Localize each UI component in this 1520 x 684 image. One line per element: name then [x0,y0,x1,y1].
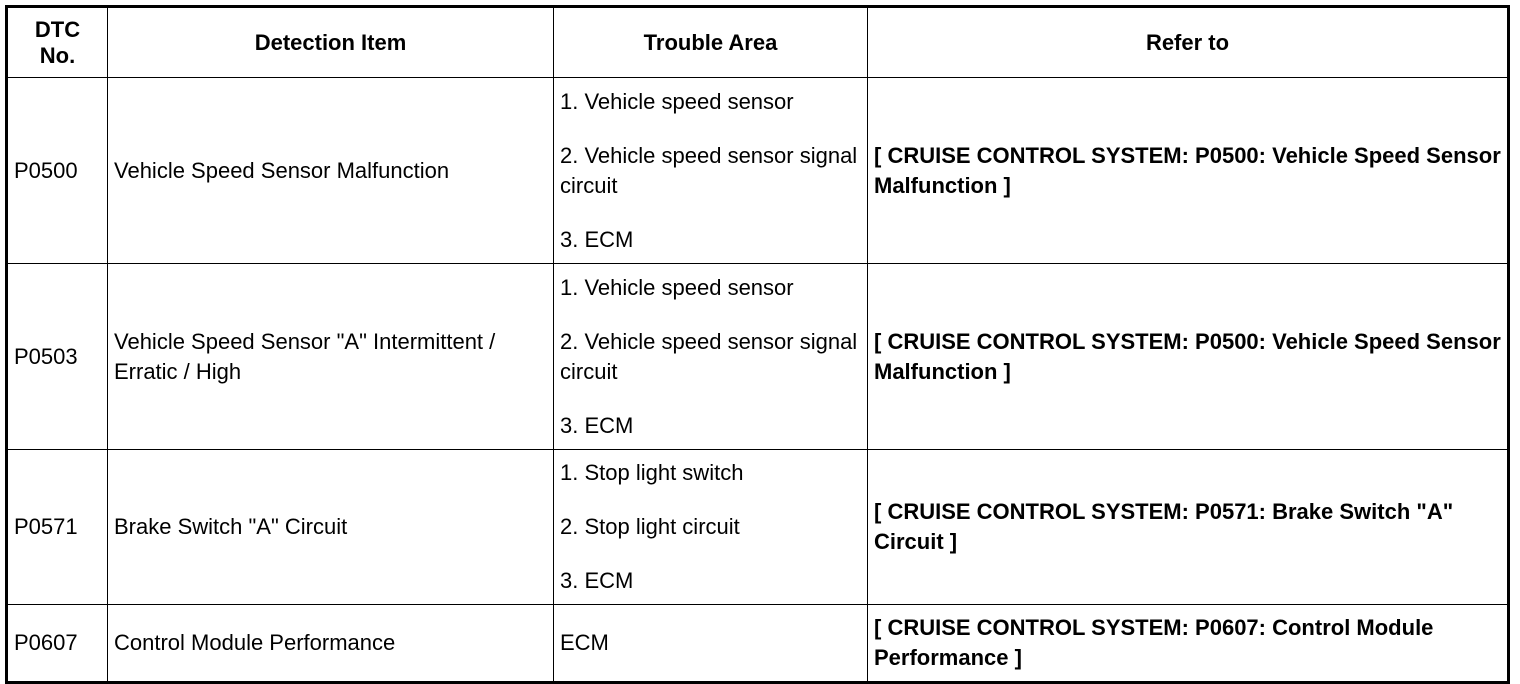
trouble-item: 2. Vehicle speed sensor signal circuit [560,142,858,198]
header-dtc-no [7,7,108,78]
trouble-item: 3. ECM [560,568,634,593]
refer-link[interactable]: [ CRUISE CONTROL SYSTEM: P0571: Brake Switch "A" Circuit ] [868,450,1509,605]
refer-link[interactable]: [ CRUISE CONTROL SYSTEM: P0607: Control Module Performance ] [868,605,1509,683]
dtc-code: P0500 [7,78,108,264]
trouble-area [554,450,868,605]
trouble-area [554,605,868,683]
trouble-item: ECM [560,630,609,655]
detection-item: Vehicle Speed Sensor "A" Intermittent / Erratic / High [108,264,554,450]
trouble-item: 3. ECM [560,226,634,252]
detection-item: Control Module Performance [108,605,554,683]
trouble-area [554,78,868,264]
header-row [7,7,1509,78]
header-detection-item: Detection Item [108,7,554,78]
table-row [7,450,1509,605]
table-row [7,605,1509,683]
trouble-item: 1. Vehicle speed sensor [560,88,794,114]
trouble-item: 1. Stop light switch [560,460,744,485]
trouble-item: 3. ECM [560,412,634,438]
dtc-code: P0503 [7,264,108,450]
header-dtc-line1: DTC [34,16,81,42]
table-row [7,264,1509,450]
dtc-code: P0607 [7,605,108,683]
refer-link[interactable]: [ CRUISE CONTROL SYSTEM: P0500: Vehicle Speed Sensor Malfunction ] [868,78,1509,264]
detection-item: Vehicle Speed Sensor Malfunction [108,78,554,264]
trouble-item: 2. Stop light circuit [560,514,740,539]
trouble-item: 1. Vehicle speed sensor [560,274,794,300]
header-trouble-area: Trouble Area [554,7,868,78]
table-row [7,78,1509,264]
header-dtc-line2: No. [39,42,76,68]
refer-link[interactable]: [ CRUISE CONTROL SYSTEM: P0500: Vehicle Speed Sensor Malfunction ] [868,264,1509,450]
trouble-area [554,264,868,450]
trouble-item: 2. Vehicle speed sensor signal circuit [560,328,858,384]
dtc-code: P0571 [7,450,108,605]
detection-item: Brake Switch "A" Circuit [108,450,554,605]
header-refer-to: Refer to [868,7,1509,78]
dtc-table [5,5,1510,684]
